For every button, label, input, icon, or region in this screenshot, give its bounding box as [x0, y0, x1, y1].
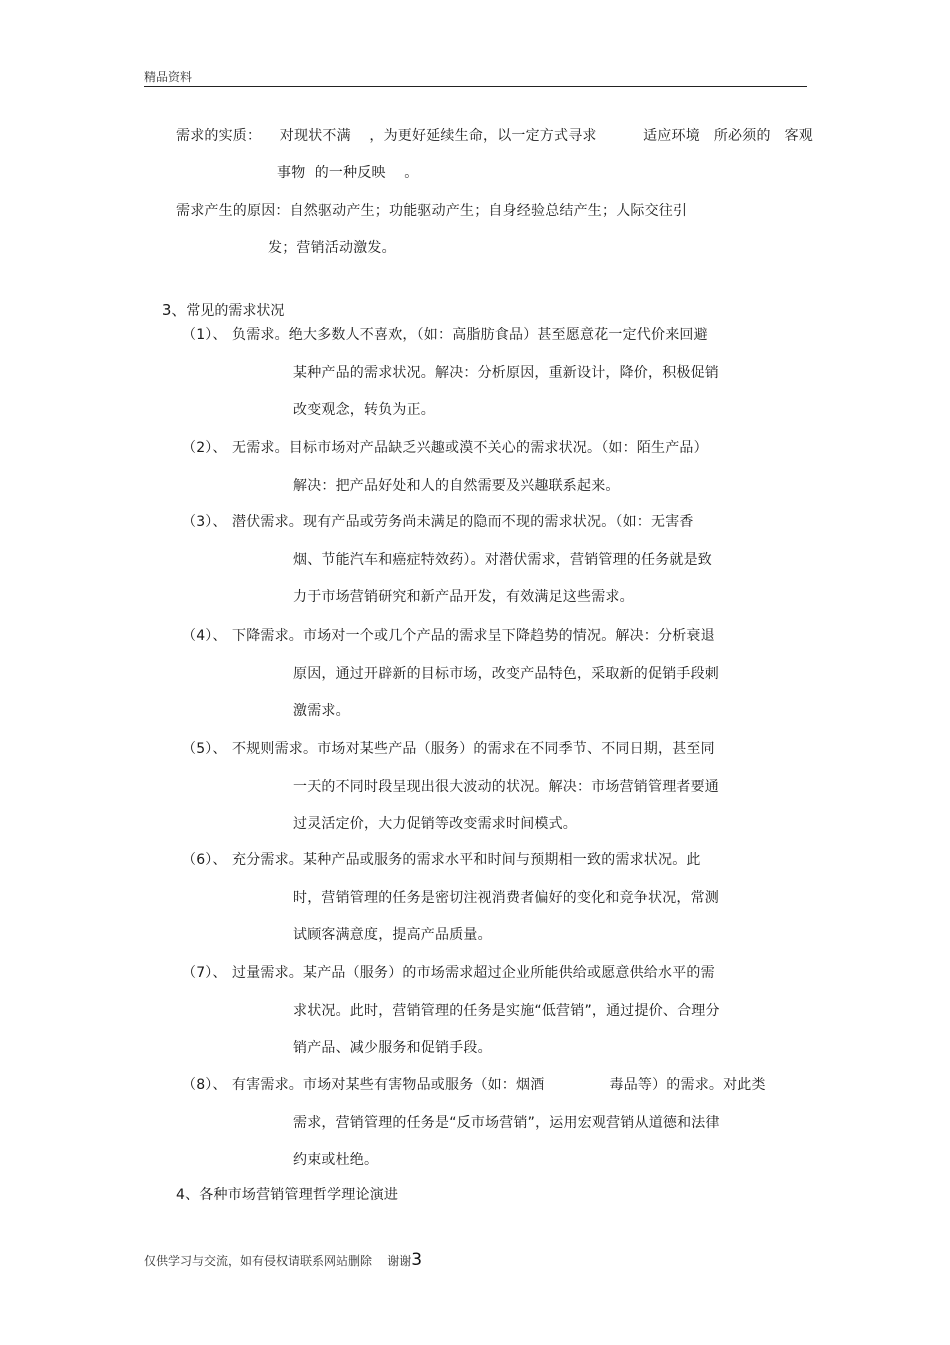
demand-item-line: 求状况。此时，营销管理的任务是实施“低营销”，通过提价、合理分 — [293, 1003, 720, 1019]
demand-item-line: 有害需求。市场对某些有害物品或服务（如：烟酒 毒品等）的需求。对此类 — [232, 1077, 766, 1093]
demand-item-line: 试顾客满意度，提高产品质量。 — [293, 927, 492, 943]
demand-item-label: （1）、 — [182, 327, 227, 343]
demand-item-label: （8）、 — [182, 1077, 227, 1093]
essence-line-1: 需求的实质： 对现状不满 ，为更好延续生命，以一定方式寻求 适应环境 所必须的 客观 — [176, 128, 814, 144]
demand-item-line: 充分需求。某种产品或服务的需求水平和时间与预期相一致的需求状况。此 — [232, 852, 701, 868]
demand-item-line: 烟、节能汽车和癌症特效药）。对潜伏需求，营销管理的任务就是致 — [293, 552, 712, 568]
demand-item-label: （2）、 — [182, 440, 227, 456]
cause-line-1: 需求产生的原因：自然驱动产生；功能驱动产生；自身经验总结产生；人际交往引 — [176, 203, 688, 219]
demand-item-line: 某种产品的需求状况。解决：分析原因，重新设计，降价，积极促销 — [293, 365, 719, 381]
section-3-title: 常见的需求状况 — [186, 303, 285, 319]
demand-item-line: 改变观念，转负为正。 — [293, 402, 435, 418]
demand-item-line: 原因，通过开辟新的目标市场，改变产品特色，采取新的促销手段刺 — [293, 666, 719, 682]
header-rule — [144, 86, 807, 87]
demand-item-line: 潜伏需求。现有产品或劳务尚未满足的隐而不现的需求状况。（如：无害香 — [232, 514, 694, 530]
demand-item-line: 激需求。 — [293, 703, 350, 719]
demand-item-line: 过量需求。某产品（服务）的市场需求超过企业所能供给或愿意供给水平的需 — [232, 965, 715, 981]
section-3-number: 3、 — [161, 301, 187, 319]
essence-line-2: 事物 的一种反映 。 — [277, 165, 419, 181]
footer — [144, 1250, 422, 1270]
header-title: 精品资料 — [144, 70, 193, 84]
footer-text: 仅供学习与交流，如有侵权请联系网站删除 谢谢 — [144, 1254, 412, 1268]
demand-item-line: 需求，营销管理的任务是“反市场营销”，运用宏观营销从道德和法律 — [293, 1115, 720, 1131]
demand-item-line: 不规则需求。市场对某些产品（服务）的需求在不同季节、不同日期，甚至同 — [232, 741, 715, 757]
section-4-heading: 4、各种市场营销管理哲学理论演进 — [176, 1187, 399, 1203]
demand-item-label: （4）、 — [182, 628, 227, 644]
demand-item-line: 销产品、减少服务和促销手段。 — [293, 1040, 492, 1056]
demand-item-label: （3）、 — [182, 514, 227, 530]
demand-item-line: 负需求。绝大多数人不喜欢，（如：高脂肪食品）甚至愿意花一定代价来回避 — [232, 327, 708, 343]
demand-item-line: 无需求。目标市场对产品缺乏兴趣或漠不关心的需求状况。（如：陌生产品） — [232, 440, 708, 456]
demand-item-line: 过灵活定价，大力促销等改变需求时间模式。 — [293, 816, 577, 832]
demand-item-line: 约束或杜绝。 — [293, 1152, 379, 1168]
demand-item-line: 时，营销管理的任务是密切注视消费者偏好的变化和竞争状况，常测 — [293, 890, 719, 906]
demand-item-line: 下降需求。市场对一个或几个产品的需求呈下降趋势的情况。解决：分析衰退 — [232, 628, 715, 644]
demand-item-label: （5）、 — [182, 741, 227, 757]
demand-item-line: 一天的不同时段呈现出很大波动的状况。解决：市场营销管理者要通 — [293, 779, 719, 795]
demand-item-line: 力于市场营销研究和新产品开发，有效满足这些需求。 — [293, 589, 634, 605]
page-number: 3 — [411, 1250, 423, 1270]
demand-item-label: （7）、 — [182, 965, 227, 981]
demand-item-line: 解决：把产品好处和人的自然需要及兴趣联系起来。 — [293, 478, 620, 494]
demand-item-label: （6）、 — [182, 852, 227, 868]
cause-line-2: 发；营销活动激发。 — [268, 240, 396, 256]
